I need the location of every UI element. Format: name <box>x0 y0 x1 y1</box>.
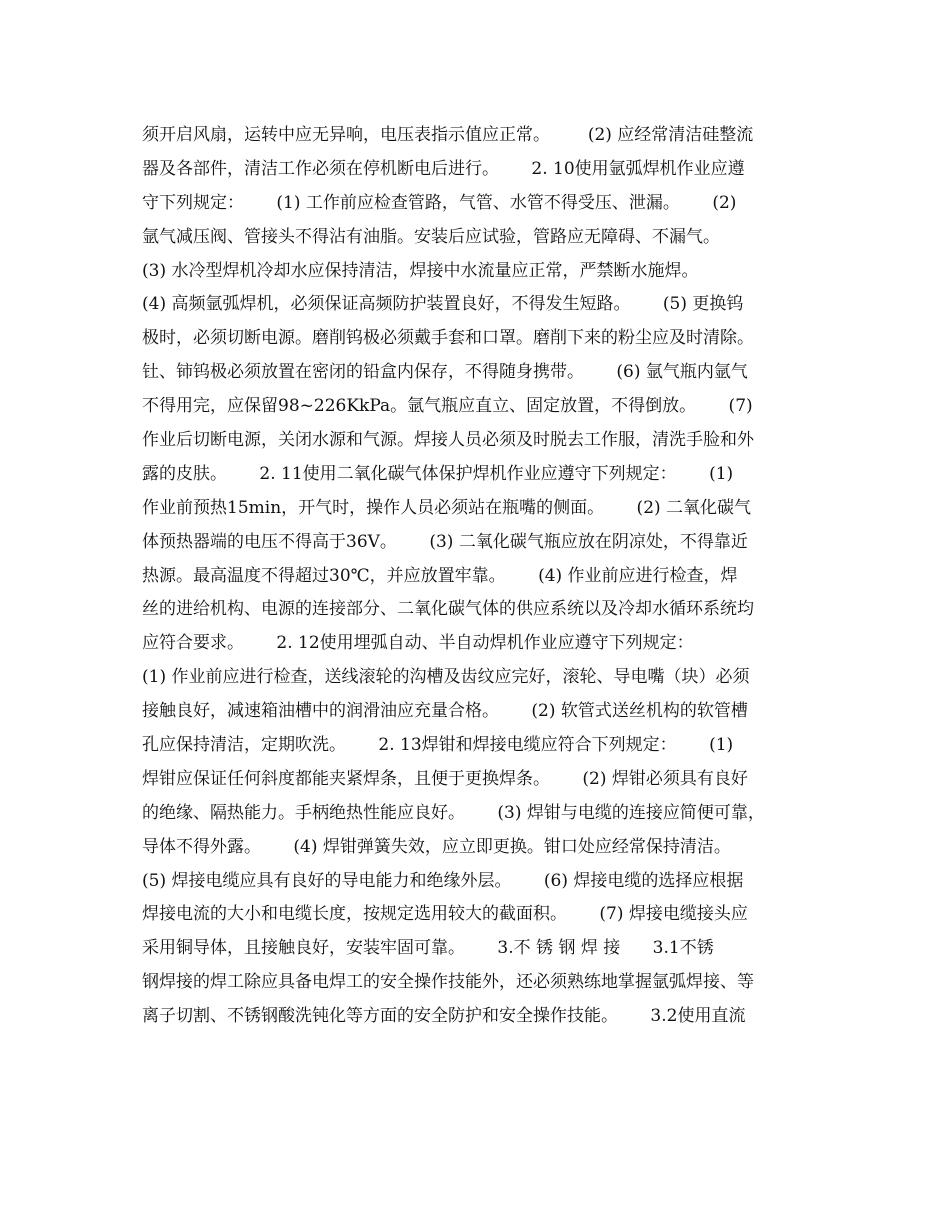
text-line: 应符合要求。 2. 12使用埋弧自动、半自动焊机作业应遵守下列规定： <box>142 633 694 654</box>
text-line: 钍、铈钨极必须放置在密闭的铅盒内保存，不得随身携带。 (6) 氩气瓶内氩气 <box>142 362 748 383</box>
text-line: 作业前预热15min，开气时，操作人员必须站在瓶嘴的侧面。 (2) 二氧化碳气 <box>142 497 752 518</box>
text-line: 离子切割、不锈钢酸洗钝化等方面的安全防护和安全操作技能。 3.2使用直流 <box>142 1006 746 1027</box>
text-line: 器及各部件，清洁工作必须在停机断电后进行。 2. 10使用氩弧焊机作业应遵 <box>142 158 745 179</box>
text-line: 极时，必须切断电源。磨削钨极必须戴手套和口罩。磨削下来的粉尘应及时清除。 <box>142 328 754 349</box>
text-line: 体预热器端的电压不得高于36V。 (3) 二氧化碳气瓶应放在阴凉处，不得靠近 <box>142 531 748 552</box>
text-line: 焊钳应保证任何斜度都能夹紧焊条，且便于更换焊条。 (2) 焊钳必须具有良好 <box>142 768 748 789</box>
text-line: 热源。最高温度不得超过30℃，并应放置牢靠。 (4) 作业前应进行检查，焊 <box>142 565 738 586</box>
text-line: 氩气减压阀、管接头不得沾有油脂。安装后应试验，管路应无障碍、不漏气。 <box>142 226 720 247</box>
text-line: 守下列规定： (1) 工作前应检查管路，气管、水管不得受压、泄漏。 (2) <box>142 192 737 213</box>
text-line: 导体不得外露。 (4) 焊钳弹簧失效，应立即更换。钳口处应经常保持清洁。 <box>142 836 731 857</box>
body-text <box>142 119 822 1034</box>
text-line: 焊接电流的大小和电缆长度，按规定选用较大的截面积。 (7) 焊接电缆接头应 <box>142 904 748 925</box>
text-line: 接触良好，减速箱油槽中的润滑油应充量合格。 (2) 软管式送丝机构的软管槽 <box>142 701 748 722</box>
text-line: 的绝缘、隔热能力。手柄绝热性能应良好。 (3) 焊钳与电缆的连接应简便可靠， <box>142 802 765 823</box>
text-line: (1) 作业前应进行检查，送线滚轮的沟槽及齿纹应完好，滚轮、导电嘴（块）必须 <box>142 667 750 688</box>
text-line: (5) 焊接电缆应具有良好的导电能力和绝缘外层。 (6) 焊接电缆的选择应根据 <box>142 870 744 891</box>
text-line: 采用铜导体，且接触良好，安装牢固可靠。 3.不 锈 钢 焊 接 3.1不锈 <box>142 938 714 959</box>
text-line: 孔应保持清洁，定期吹洗。 2. 13焊钳和焊接电缆应符合下列规定： (1) <box>142 735 734 756</box>
text-line: (3) 水冷型焊机冷却水应保持清洁，焊接中水流量应正常，严禁断水施焊。 <box>142 260 699 281</box>
text-line: 须开启风扇，运转中应无异响，电压表指示值应正常。 (2) 应经常清洁硅整流 <box>142 125 754 145</box>
text-line: 露的皮肤。 2. 11使用二氧化碳气体保护焊机作业应遵守下列规定： (1) <box>142 463 734 484</box>
text-line: 不得用完，应保留98~226KkPa。氩气瓶应直立、固定放置，不得倒放。 (7) <box>142 396 753 417</box>
text-line: (4) 高频氩弧焊机，必须保证高频防护装置良好，不得发生短路。 (5) 更换钨 <box>142 294 744 315</box>
text-line: 钢焊接的焊工除应具备电焊工的安全操作技能外，还必须熟练地掌握氩弧焊接、等 <box>142 972 754 993</box>
text-line: 丝的进给机构、电源的连接部分、二氧化碳气体的供应系统以及冷却水循环系统均 <box>142 599 754 620</box>
text-line: 作业后切断电源，关闭水源和气源。焊接人员必须及时脱去工作服，清洗手脸和外 <box>142 430 754 451</box>
